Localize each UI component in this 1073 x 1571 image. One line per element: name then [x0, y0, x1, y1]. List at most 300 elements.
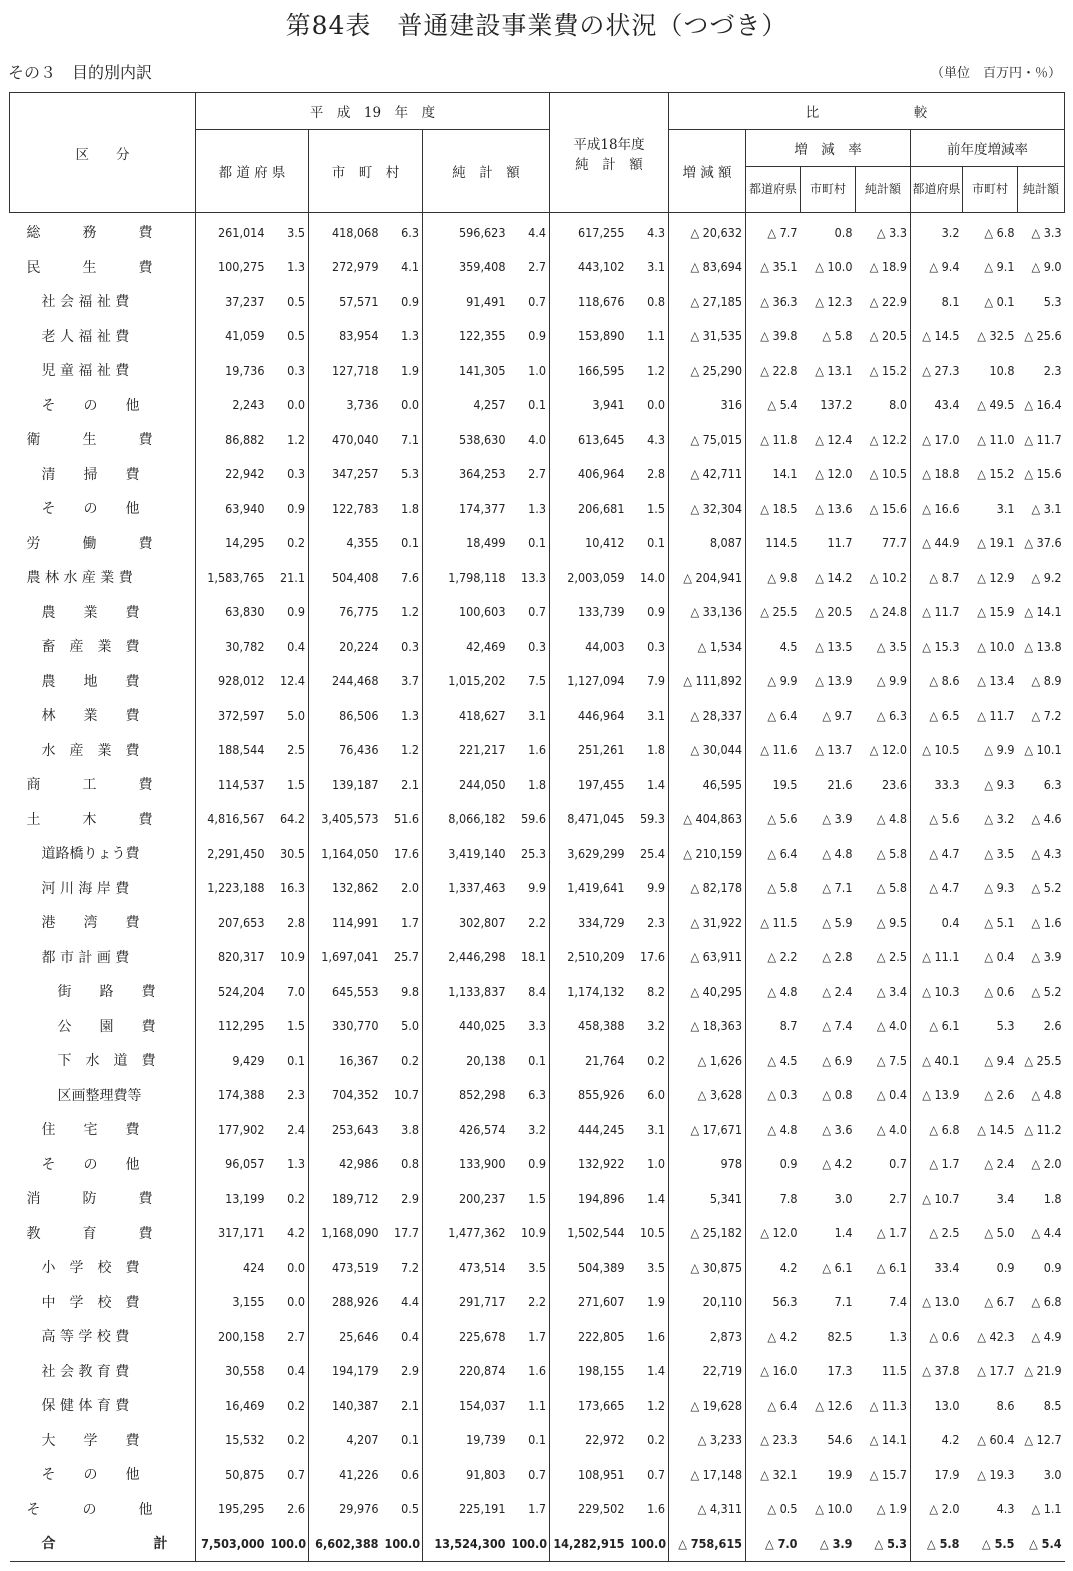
cell-value: 0.8: [401, 1156, 419, 1172]
cell-value: △ 11.7: [911, 595, 963, 630]
cell-value: 617,255: [550, 213, 628, 250]
cell-value: 10.9: [279, 949, 305, 965]
cell-value: 18,499: [423, 526, 509, 561]
cell-value: 132,862: [309, 871, 382, 906]
cell-value: 2.3: [1043, 362, 1062, 378]
table-row: [10, 1181, 1065, 1216]
row-label: [10, 664, 196, 699]
row-label-text: 衛 生 費: [26, 432, 153, 449]
cell-value: 22,719: [669, 1354, 746, 1389]
cell-value: △ 11.1: [911, 940, 963, 975]
cell-value: △ 11.8: [746, 422, 801, 457]
cell-value: △ 9.4: [984, 1052, 1015, 1068]
cell-value: △ 36.3: [746, 284, 801, 319]
cell-value: △ 39.8: [746, 319, 801, 354]
cell-value: 1,477,362: [423, 1216, 509, 1251]
cell-value: 14,295: [196, 526, 268, 561]
row-label-text: 消 防 費: [26, 1191, 153, 1208]
table-row: [10, 802, 1065, 837]
row-label: [10, 1319, 196, 1354]
cell-value: 0.9: [287, 500, 305, 516]
cell-value: △ 6.3: [876, 707, 907, 723]
cell-value: 43.4: [911, 388, 963, 423]
cell-value: 19,739: [423, 1423, 509, 1458]
cell-value: 645,553: [309, 974, 382, 1009]
cell-value: △ 5.6: [911, 802, 963, 837]
cell-value: 30.5: [279, 845, 305, 861]
cell-value: △ 3.5: [984, 845, 1015, 861]
cell-value: 50,875: [196, 1457, 268, 1492]
cell-value: 2.9: [401, 1190, 419, 1206]
cell-value: 37,237: [196, 284, 268, 319]
cell-value: 42,986: [309, 1147, 382, 1182]
table-row: [10, 698, 1065, 733]
cell-value: 2.7: [287, 1328, 305, 1344]
table-row: [10, 836, 1065, 871]
cell-value: △ 2.5: [911, 1216, 963, 1251]
cell-value: 33.3: [911, 767, 963, 802]
cell-value: 1,168,090: [309, 1216, 382, 1251]
cell-value: 1.2: [287, 431, 305, 447]
cell-value: △ 20.5: [815, 604, 853, 620]
header-diff: 増 減 額: [669, 130, 746, 213]
cell-value: △ 18.9: [869, 259, 907, 275]
cell-value: △ 11.6: [746, 733, 801, 768]
cell-value: 122,783: [309, 491, 382, 526]
row-label-text: そ の 他: [41, 397, 140, 414]
cell-value: △ 17.7: [977, 1363, 1015, 1379]
cell-value: 132,922: [550, 1147, 628, 1182]
header-rate-muni: 市町村: [801, 167, 856, 213]
cell-value: 0.1: [528, 535, 546, 551]
row-label: [10, 871, 196, 906]
table-row: [10, 1492, 1065, 1527]
cell-value: △ 6.4: [746, 1388, 801, 1423]
table-row: [10, 1078, 1065, 1113]
cell-value: 6.0: [647, 1087, 665, 1103]
cell-value: 0.1: [401, 535, 419, 551]
row-label: [10, 1216, 196, 1251]
cell-value: 928,012: [196, 664, 268, 699]
cell-value: 1.5: [287, 776, 305, 792]
cell-value: △ 0.6: [911, 1319, 963, 1354]
header-h18: [550, 93, 669, 213]
cell-value: 7.1: [401, 431, 419, 447]
cell-value: △ 15.6: [1024, 466, 1062, 482]
cell-value: 1,223,188: [196, 871, 268, 906]
cell-value: 2,291,450: [196, 836, 268, 871]
cell-value: △ 40,295: [669, 974, 746, 1009]
cell-value: 0.1: [401, 1432, 419, 1448]
cell-value: 7.0: [287, 983, 305, 999]
cell-value: 9,429: [196, 1043, 268, 1078]
cell-value: △ 82,178: [669, 871, 746, 906]
cell-value: 63,940: [196, 491, 268, 526]
header-prev-muni: 市町村: [963, 167, 1018, 213]
cell-value: 2,510,209: [550, 940, 628, 975]
row-label: [10, 1423, 196, 1458]
cell-value: △ 404,863: [669, 802, 746, 837]
cell-value: 0.7: [528, 604, 546, 620]
cell-value: △ 13.5: [815, 638, 853, 654]
cell-value: △ 44.9: [911, 526, 963, 561]
row-label-text: 民 生 費: [26, 259, 153, 276]
cell-value: 538,630: [423, 422, 509, 457]
cell-value: 207,653: [196, 905, 268, 940]
cell-value: △ 8.7: [911, 560, 963, 595]
cell-value: △ 5.8: [876, 845, 907, 861]
row-label: [10, 560, 196, 595]
cell-value: △ 4.0: [876, 1018, 907, 1034]
cell-value: 3.5: [647, 1259, 665, 1275]
row-label: [10, 1181, 196, 1216]
cell-value: △ 5.0: [984, 1225, 1015, 1241]
cell-value: 137.2: [820, 397, 853, 413]
cell-value: 91,491: [423, 284, 509, 319]
cell-value: 440,025: [423, 1009, 509, 1044]
cell-value: 4.4: [401, 1294, 419, 1310]
cell-value: 20,138: [423, 1043, 509, 1078]
cell-value: 1.3: [528, 500, 546, 516]
cell-value: 330,770: [309, 1009, 382, 1044]
row-label-text: そ の 他: [41, 1156, 140, 1173]
cell-value: 6.3: [528, 1087, 546, 1103]
header-prev-rate: 前年度増減率: [911, 130, 1065, 167]
cell-value: 1.3: [889, 1328, 907, 1344]
cell-value: 3.0: [1043, 1466, 1062, 1482]
cell-value: 3.1: [528, 707, 546, 723]
cell-value: △ 13.9: [815, 673, 853, 689]
cell-value: 3,155: [196, 1285, 268, 1320]
cell-value: 3,736: [309, 388, 382, 423]
cell-value: 302,807: [423, 905, 509, 940]
cell-value: 1.7: [528, 1501, 546, 1517]
cell-value: 0.9: [647, 604, 665, 620]
cell-value: 21,764: [550, 1043, 628, 1078]
cell-value: △ 5.8: [746, 871, 801, 906]
cell-value: 334,729: [550, 905, 628, 940]
cell-value: 0.6: [401, 1466, 419, 1482]
row-label: [10, 836, 196, 871]
cell-value: 17.9: [911, 1457, 963, 1492]
row-label-text: そ の 他: [41, 501, 140, 518]
cell-value: 7.6: [401, 569, 419, 585]
row-label: [10, 284, 196, 319]
cell-value: 9.9: [647, 880, 665, 896]
cell-value: △ 9.8: [746, 560, 801, 595]
cell-value: △ 6.8: [1031, 1294, 1062, 1310]
cell-value: 194,179: [309, 1354, 382, 1389]
cell-value: 1.8: [647, 742, 665, 758]
cell-value: △ 37.8: [911, 1354, 963, 1389]
row-label: [10, 353, 196, 388]
cell-value: 2.2: [528, 914, 546, 930]
cell-value: 2.8: [647, 466, 665, 482]
cell-value: 3.1: [647, 707, 665, 723]
cell-value: 16,469: [196, 1388, 268, 1423]
cell-value: △ 13.7: [815, 742, 853, 758]
cell-value: △ 40.1: [911, 1043, 963, 1078]
cell-value: 1,133,837: [423, 974, 509, 1009]
table-row: [10, 1147, 1065, 1182]
cell-value: △ 6.7: [984, 1294, 1015, 1310]
cell-value: △ 4.8: [876, 811, 907, 827]
cell-value: 253,643: [309, 1112, 382, 1147]
cell-value: 194,896: [550, 1181, 628, 1216]
cell-value: 3.1: [996, 500, 1015, 516]
cell-value: △ 2.8: [822, 949, 853, 965]
cell-value: 4,355: [309, 526, 382, 561]
cell-value: 8.2: [647, 983, 665, 999]
cell-value: 6.3: [401, 224, 419, 240]
cell-value: △ 12.7: [1024, 1432, 1062, 1448]
cell-value: 25.3: [520, 845, 546, 861]
cell-value: △ 9.7: [822, 707, 853, 723]
cell-value: 3.2: [911, 213, 963, 250]
cell-value: △ 4.7: [911, 836, 963, 871]
table-row: [10, 457, 1065, 492]
cell-value: △ 32.1: [746, 1457, 801, 1492]
cell-value: 2.6: [1043, 1018, 1062, 1034]
cell-value: 1.2: [401, 604, 419, 620]
row-label-text: 区画整理費等: [57, 1087, 142, 1104]
cell-value: △ 5.3: [874, 1535, 907, 1551]
row-label-text: 老 人 福 祉 費: [41, 328, 130, 345]
cell-value: 1.3: [401, 707, 419, 723]
cell-value: 17.7: [393, 1225, 419, 1241]
cell-value: 1.4: [647, 776, 665, 792]
cell-value: 2.4: [287, 1121, 305, 1137]
cell-value: 3.0: [834, 1190, 853, 1206]
cell-value: △ 49.5: [977, 397, 1015, 413]
cell-value: △ 4.8: [1031, 1087, 1062, 1103]
row-label-text: 中 学 校 費: [41, 1294, 140, 1311]
cell-value: 1,127,094: [550, 664, 628, 699]
cell-value: 4.3: [996, 1501, 1015, 1517]
cell-value: 8.6: [996, 1397, 1015, 1413]
cell-value: 1.4: [834, 1225, 853, 1241]
cell-value: △ 19,628: [669, 1388, 746, 1423]
cell-value: 1.2: [401, 742, 419, 758]
cell-value: 10.7: [393, 1087, 419, 1103]
cell-value: △ 6.1: [822, 1259, 853, 1275]
cell-value: △ 3.9: [820, 1535, 853, 1551]
cell-value: 2.6: [287, 1501, 305, 1517]
cell-value: △ 30,044: [669, 733, 746, 768]
row-label-text: 公 園 費: [57, 1018, 156, 1035]
cell-value: 1.6: [528, 1363, 546, 1379]
cell-value: △ 7.4: [822, 1018, 853, 1034]
cell-value: △ 18.5: [746, 491, 801, 526]
cell-value: △ 21.9: [1024, 1363, 1062, 1379]
cell-value: △ 210,159: [669, 836, 746, 871]
expense-table: [9, 92, 1065, 1562]
cell-value: 0.5: [287, 293, 305, 309]
cell-value: 596,623: [423, 213, 509, 250]
row-label: [10, 491, 196, 526]
cell-value: 0.9: [401, 293, 419, 309]
cell-value: 220,874: [423, 1354, 509, 1389]
cell-value: △ 16.4: [1024, 397, 1062, 413]
cell-value: 7.5: [528, 673, 546, 689]
header-rate: 増 減 率: [746, 130, 911, 167]
cell-value: △ 13.0: [911, 1285, 963, 1320]
cell-value: 2.0: [401, 880, 419, 896]
cell-value: △ 17.0: [911, 422, 963, 457]
cell-value: 0.3: [401, 638, 419, 654]
cell-value: 100.0: [630, 1535, 667, 1551]
cell-value: 1.6: [647, 1328, 665, 1344]
cell-value: 133,739: [550, 595, 628, 630]
cell-value: 5,341: [669, 1181, 746, 1216]
cell-value: 6,602,388: [309, 1526, 382, 1561]
cell-value: 7.2: [401, 1259, 419, 1275]
cell-value: 100.0: [384, 1535, 421, 1551]
table-row: [10, 664, 1065, 699]
row-label-text: 社 会 教 育 費: [41, 1363, 130, 1380]
row-label: [10, 388, 196, 423]
row-label-text: 港 湾 費: [41, 915, 140, 932]
cell-value: 4.2: [746, 1250, 801, 1285]
cell-value: △ 3.3: [876, 224, 907, 240]
cell-value: 4,816,567: [196, 802, 268, 837]
cell-value: △ 3.3: [1031, 224, 1062, 240]
cell-value: △ 12.9: [977, 569, 1015, 585]
cell-value: 1,174,132: [550, 974, 628, 1009]
cell-value: 11.5: [881, 1363, 907, 1379]
cell-value: 114.5: [746, 526, 801, 561]
row-label: [10, 1457, 196, 1492]
cell-value: △ 15.6: [869, 500, 907, 516]
cell-value: 200,158: [196, 1319, 268, 1354]
cell-value: 114,991: [309, 905, 382, 940]
cell-value: 3,941: [550, 388, 628, 423]
cell-value: △ 4.8: [746, 1112, 801, 1147]
row-label-text: そ の 他: [26, 1501, 153, 1518]
cell-value: 458,388: [550, 1009, 628, 1044]
cell-value: 6.3: [1043, 776, 1062, 792]
cell-value: △ 6.4: [746, 698, 801, 733]
cell-value: △ 25,182: [669, 1216, 746, 1251]
table-row: [10, 526, 1065, 561]
cell-value: △ 25.5: [1024, 1052, 1062, 1068]
cell-value: 317,171: [196, 1216, 268, 1251]
cell-value: 359,408: [423, 250, 509, 285]
cell-value: △ 10.5: [911, 733, 963, 768]
cell-value: 44,003: [550, 629, 628, 664]
row-label-text: 高 等 学 校 費: [41, 1329, 130, 1346]
cell-value: 473,514: [423, 1250, 509, 1285]
table-row: [10, 871, 1065, 906]
cell-value: 13,524,300: [423, 1526, 509, 1561]
cell-value: 5.3: [401, 466, 419, 482]
cell-value: 100.0: [511, 1535, 548, 1551]
cell-value: 21.1: [279, 569, 305, 585]
cell-value: 118,676: [550, 284, 628, 319]
cell-value: 100.0: [270, 1535, 307, 1551]
cell-value: 1.7: [528, 1328, 546, 1344]
cell-value: △ 14.5: [911, 319, 963, 354]
cell-value: 0.7: [287, 1466, 305, 1482]
row-label-text: 住 宅 費: [41, 1122, 140, 1139]
cell-value: △ 5.9: [822, 914, 853, 930]
cell-value: 1,697,041: [309, 940, 382, 975]
table-row: [10, 284, 1065, 319]
cell-value: △ 15.3: [911, 629, 963, 664]
cell-value: 272,979: [309, 250, 382, 285]
cell-value: △ 3.2: [984, 811, 1015, 827]
cell-value: 3,405,573: [309, 802, 382, 837]
cell-value: 166,595: [550, 353, 628, 388]
cell-value: 14,282,915: [550, 1526, 628, 1561]
cell-value: 8.7: [746, 1009, 801, 1044]
cell-value: △ 20,632: [669, 213, 746, 250]
cell-value: 195,295: [196, 1492, 268, 1527]
row-label: [10, 629, 196, 664]
cell-value: 0.4: [911, 905, 963, 940]
cell-value: 0.8: [834, 224, 853, 240]
cell-value: △ 3.4: [876, 983, 907, 999]
cell-value: 8,066,182: [423, 802, 509, 837]
cell-value: △ 6.4: [746, 836, 801, 871]
cell-value: 852,298: [423, 1078, 509, 1113]
cell-value: 51.6: [393, 811, 419, 827]
cell-value: △ 5.1: [984, 914, 1015, 930]
cell-value: △ 4.3: [1031, 845, 1062, 861]
cell-value: 1.1: [647, 328, 665, 344]
cell-value: △ 27.3: [911, 353, 963, 388]
cell-value: △ 1.1: [1031, 1501, 1062, 1517]
cell-value: 76,436: [309, 733, 382, 768]
cell-value: △ 0.6: [984, 983, 1015, 999]
cell-value: 86,882: [196, 422, 268, 457]
cell-value: △ 3.5: [876, 638, 907, 654]
cell-value: 978: [669, 1147, 746, 1182]
cell-value: 3.8: [401, 1121, 419, 1137]
cell-value: 1.6: [647, 1501, 665, 1517]
row-label-text: 道路橋りょう費: [41, 846, 140, 863]
cell-value: △ 14.1: [869, 1432, 907, 1448]
cell-value: 15,532: [196, 1423, 268, 1458]
row-label: [10, 1147, 196, 1182]
row-label: [10, 457, 196, 492]
cell-value: 19,736: [196, 353, 268, 388]
cell-value: 3.4: [996, 1190, 1015, 1206]
cell-value: 704,352: [309, 1078, 382, 1113]
row-label: [10, 422, 196, 457]
cell-value: 1.5: [647, 500, 665, 516]
row-label-text: 保 健 体 育 費: [41, 1398, 130, 1415]
table-row: [10, 733, 1065, 768]
cell-value: △ 10.0: [977, 638, 1015, 654]
cell-value: △ 10.0: [815, 259, 853, 275]
cell-value: 221,217: [423, 733, 509, 768]
page-title: 第84表 普通建設事業費の状況（つづき）: [285, 11, 788, 40]
cell-value: 5.3: [996, 1018, 1015, 1034]
cell-value: △ 5.2: [1031, 983, 1062, 999]
cell-value: 18.1: [520, 949, 546, 965]
cell-value: 364,253: [423, 457, 509, 492]
cell-value: △ 18.8: [911, 457, 963, 492]
cell-value: 19.9: [827, 1466, 853, 1482]
cell-value: △ 1.6: [1031, 914, 1062, 930]
cell-value: △ 14.1: [1024, 604, 1062, 620]
row-label-text: 畜 産 業 費: [41, 639, 140, 656]
cell-value: 20,110: [669, 1285, 746, 1320]
cell-value: 83,954: [309, 319, 382, 354]
cell-value: △ 4.8: [822, 845, 853, 861]
cell-value: 0.4: [401, 1328, 419, 1344]
